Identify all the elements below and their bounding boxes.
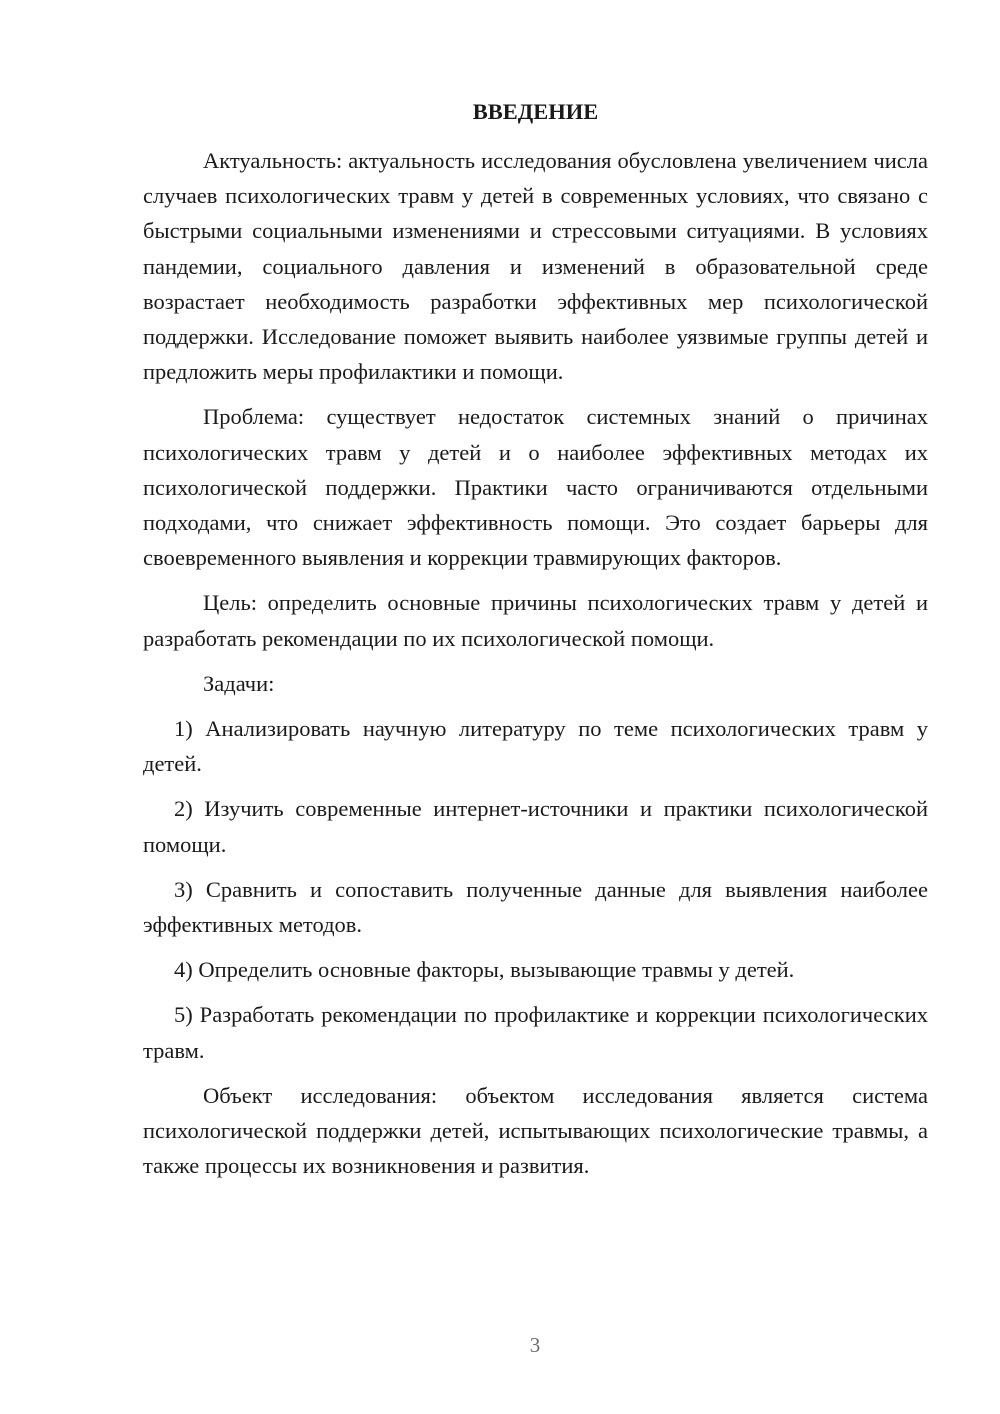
task-item-1: 1) Анализировать научную литературу по теме психологических травм у детей. [143,716,928,777]
task-item-2: 2) Изучить современные интернет-источники и практики психологической помощи. [143,796,928,857]
paragraph-goal: Цель: определить основные причины психологических травм у детей и разработать рекомендации по их психологической помощи. [143,590,928,651]
document-page [143,93,928,1193]
paragraph-relevance: Актуальность: актуальность исследования обусловлена увеличением числа случаев психологических травм у детей в современных условиях, что связано с быстрыми социальными изменениями и стрессовыми ситуациями. В условиях пандемии, социального давления и изменений в образовательной среде возрастает необходимость разработки эффективных мер психологической поддержки. Исследование поможет выявить наиболее уязвимые группы детей и предложить меры профилактики и помощи. [143,148,928,385]
task-item-5: 5) Разработать рекомендации по профилактике и коррекции психологических травм. [143,1002,928,1063]
paragraph-problem: Проблема: существует недостаток системных знаний о причинах психологических травм у детей и о наиболее эффективных методах их психологической поддержки. Практики часто ограничиваются отдельными подходами, что снижает эффективность помощи. Это создает барьеры для своевременного выявления и коррекции травмирующих факторов. [143,404,928,571]
task-item-4: 4) Определить основные факторы, вызывающие травмы у детей. [174,957,795,983]
page-number: 3 [529,1333,541,1357]
paragraph-object: Объект исследования: объектом исследования является система психологической поддержки детей, испытывающих психологические травмы, а также процессы их возникновения и развития. [143,1082,928,1179]
section-title: ВВЕДЕНИЕ [472,99,599,124]
task-item-3: 3) Сравнить и сопоставить полученные данные для выявления наиболее эффективных методов. [143,876,928,938]
tasks-heading: Задачи: [203,670,275,696]
